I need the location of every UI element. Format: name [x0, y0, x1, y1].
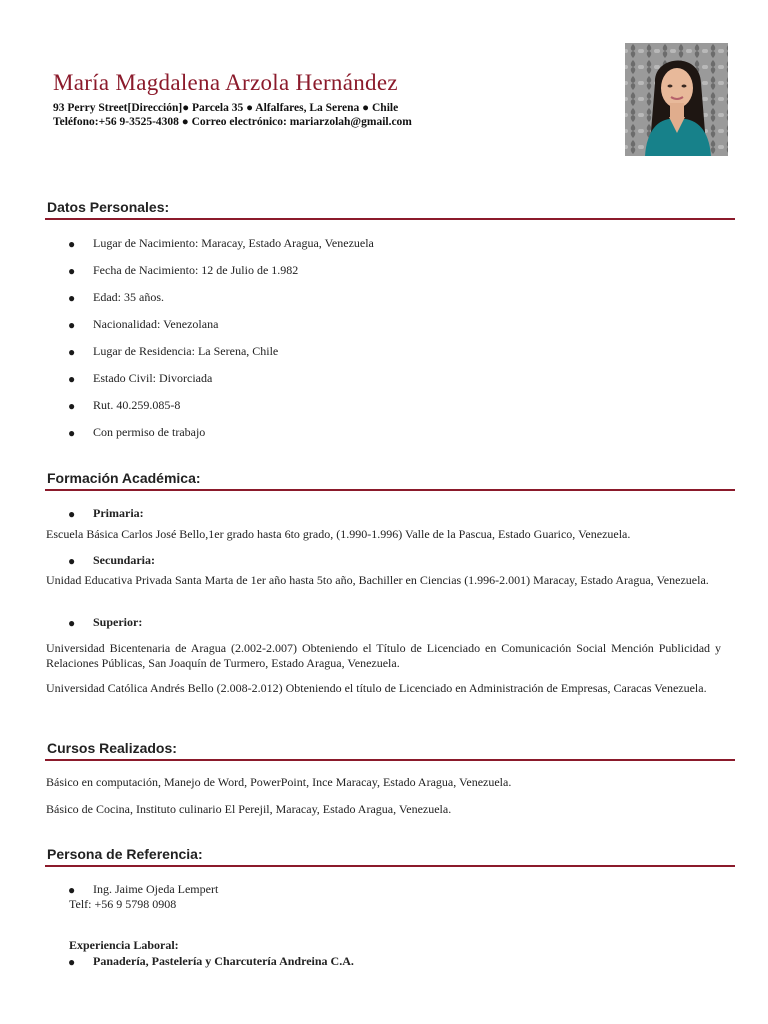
bullet-icon: ● [68, 955, 76, 969]
bullet-icon: ● [68, 883, 76, 897]
list-item: Con permiso de trabajo [93, 425, 206, 439]
section-title-education: Formación Académica: [47, 470, 201, 486]
education-level-primary: Primaria: [93, 506, 144, 520]
list-item: Estado Civil: Divorciada [93, 371, 213, 385]
list-item: Rut. 40.259.085-8 [93, 398, 181, 412]
experience-title: Experiencia Laboral: [69, 938, 179, 952]
bullet-icon: ● [68, 554, 76, 568]
section-title-courses: Cursos Realizados: [47, 740, 177, 756]
address-line: 93 Perry Street[Dirección]● Parcela 35 ● Alfalfares, La Serena ● Chile [53, 102, 399, 114]
section-title-personal: Datos Personales: [47, 199, 170, 215]
bullet-icon: ● [68, 264, 76, 278]
experience-item: Panadería, Pastelería y Charcutería Andreina C.A. [93, 954, 354, 968]
candidate-name: María Magdalena Arzola Hernández [53, 70, 398, 95]
course-item: Básico en computación, Manejo de Word, PowerPoint, Ince Maracay, Estado Aragua, Venezuela. [46, 775, 512, 789]
bullet-icon: ● [68, 291, 76, 305]
section-divider [45, 759, 735, 761]
education-superior-text: Universidad Católica Andrés Bello (2.008-2.012) Obteniendo el título de Licenciado en Administración de Empresas, Caracas Venezuela. [46, 681, 707, 695]
bullet-icon: ● [68, 399, 76, 413]
education-level-secondary: Secundaria: [93, 553, 156, 567]
contact-line: Teléfono:+56 9-3525-4308 ● Correo electrónico: mariarzolah@gmail.com [53, 116, 412, 128]
profile-photo [625, 43, 728, 156]
list-item: Nacionalidad: Venezolana [93, 317, 219, 331]
education-primary-text: Escuela Básica Carlos José Bello,1er grado hasta 6to grado, (1.990-1.996) Valle de la Pascua, Estado Guarico, Venezuela. [46, 527, 631, 541]
bullet-icon: ● [68, 372, 76, 386]
section-divider [45, 218, 735, 220]
section-divider [45, 489, 735, 491]
bullet-icon: ● [68, 616, 76, 630]
bullet-icon: ● [68, 318, 76, 332]
bullet-icon: ● [68, 237, 76, 251]
list-item: Lugar de Nacimiento: Maracay, Estado Aragua, Venezuela [93, 236, 374, 250]
reference-phone: Telf: +56 9 5798 0908 [69, 897, 177, 911]
list-item: Fecha de Nacimiento: 12 de Julio de 1.982 [93, 263, 299, 277]
bullet-icon: ● [68, 507, 76, 521]
reference-name: Ing. Jaime Ojeda Lempert [93, 882, 219, 896]
education-secondary-text: Unidad Educativa Privada Santa Marta de 1er año hasta 5to año, Bachiller en Ciencias (1.996-2.001) Maracay, Estado Aragua, Venezuela. [46, 573, 709, 587]
list-item: Lugar de Residencia: La Serena, Chile [93, 344, 279, 358]
education-superior-text: Universidad Bicentenaria de Aragua (2.002-2.007) Obteniendo el Título de Licenciado en Comunicación Social Mención Publicidad y Relaciones Públicas, San Joaquín de Turmero, Estado Aragua, Venezuela. [46, 641, 721, 670]
section-divider [45, 865, 735, 867]
education-level-superior: Superior: [93, 615, 143, 629]
bullet-icon: ● [68, 426, 76, 440]
course-item: Básico de Cocina, Instituto culinario El Perejil, Maracay, Estado Aragua, Venezuela. [46, 802, 452, 816]
bullet-icon: ● [68, 345, 76, 359]
section-title-reference: Persona de Referencia: [47, 846, 203, 862]
list-item: Edad: 35 años. [93, 290, 164, 304]
